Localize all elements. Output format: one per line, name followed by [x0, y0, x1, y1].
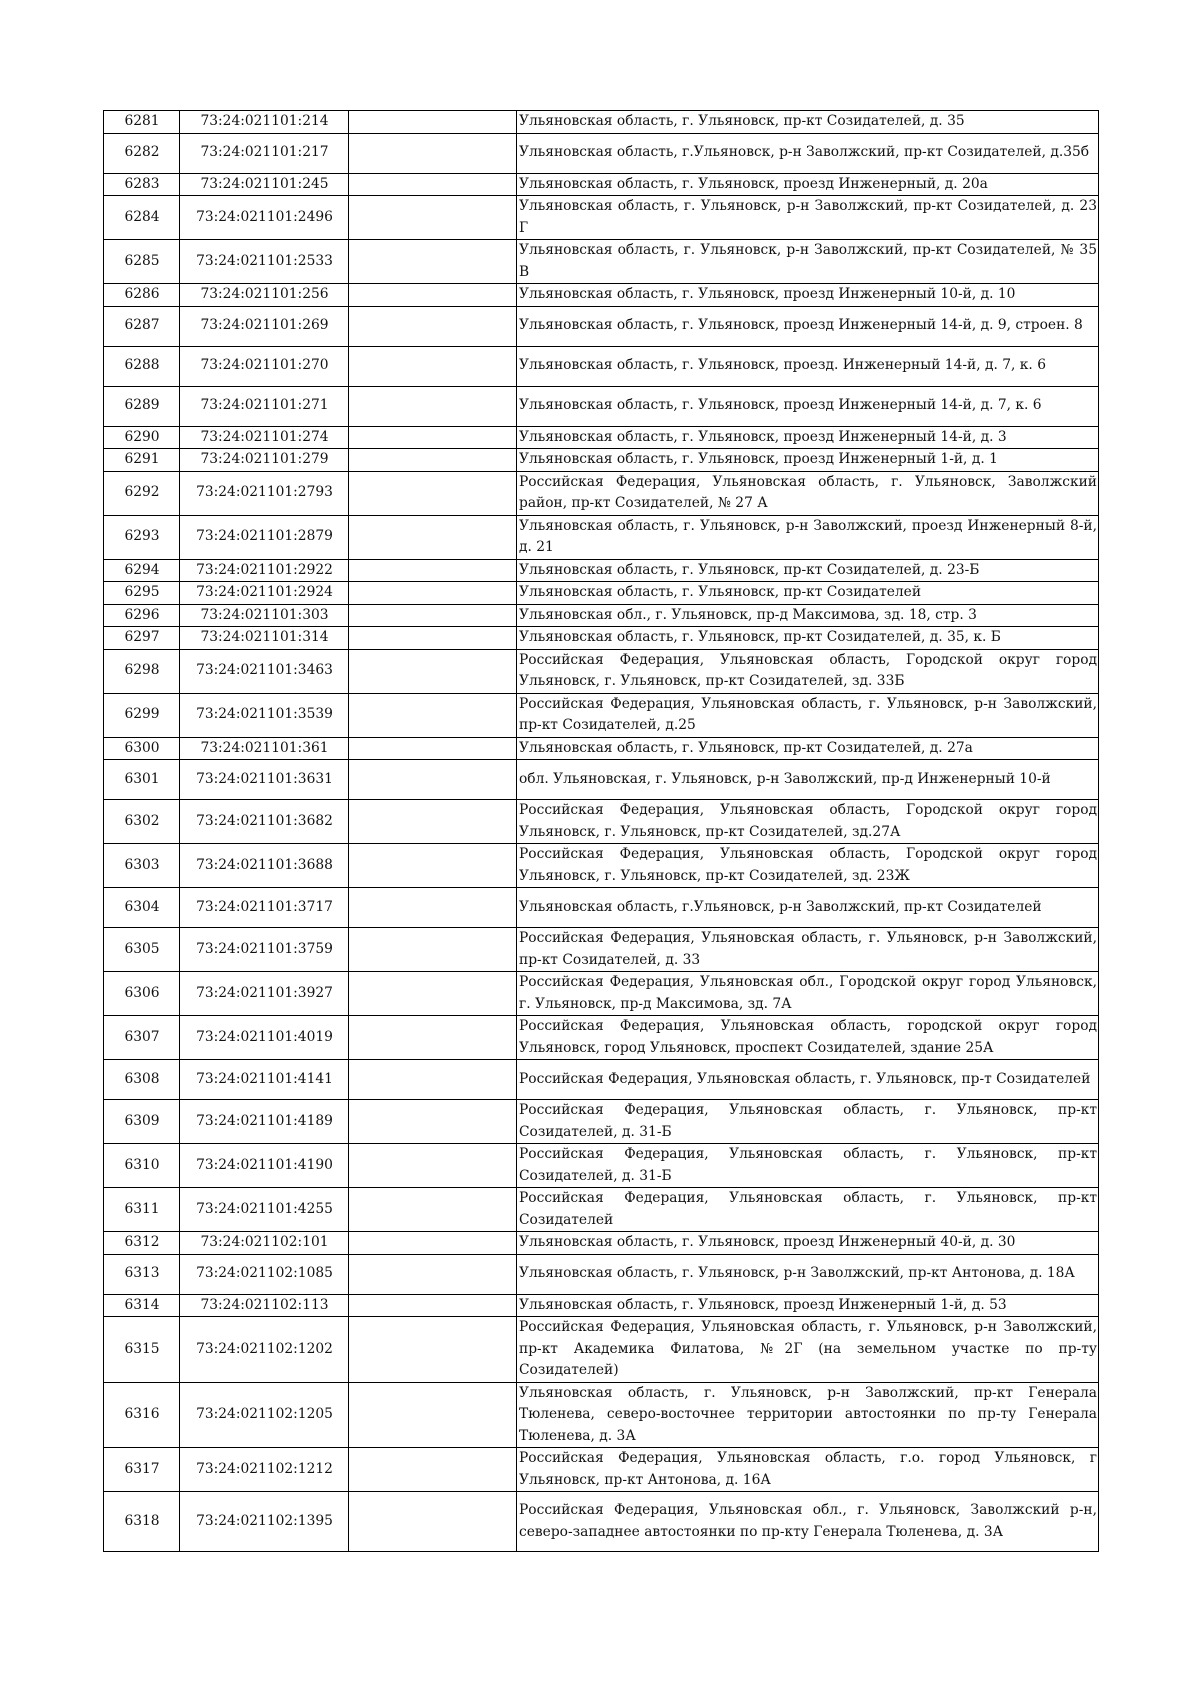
empty-cell [349, 1294, 517, 1317]
table-row [104, 515, 1099, 559]
table-row [104, 133, 1099, 173]
address: Российская Федерация, Ульяновская область, г. Ульяновск, пр-кт Созидателей [517, 1188, 1099, 1232]
row-number: 6285 [104, 240, 180, 284]
table-row [104, 737, 1099, 760]
row-number: 6311 [104, 1188, 180, 1232]
address: Российская Федерация, Ульяновская область, г.о. город Ульяновск, г Ульяновск, пр-кт Антонова, д. 16А [517, 1448, 1099, 1492]
empty-cell [349, 928, 517, 972]
table-row [104, 972, 1099, 1016]
address: Российская Федерация, Ульяновская область, г. Ульяновск, пр-кт Созидателей, д. 31-Б [517, 1144, 1099, 1188]
cadastral-number: 73:24:021101:3631 [180, 760, 349, 800]
table-row [104, 306, 1099, 346]
cadastral-number: 73:24:021101:2924 [180, 582, 349, 605]
cadastral-number: 73:24:021101:2922 [180, 559, 349, 582]
empty-cell [349, 693, 517, 737]
address: Ульяновская область, г.Ульяновск, р-н Заволжский, пр-кт Созидателей, д.35б [517, 133, 1099, 173]
cadastral-number: 73:24:021101:4019 [180, 1016, 349, 1060]
address: Российская Федерация, Ульяновская область, г. Ульяновск, р-н Заволжский, пр-кт Академика Филатова, №2Г (на земельном участке по пр-ту Созидателей) [517, 1317, 1099, 1383]
address: Ульяновская область, г. Ульяновск, проезд Инженерный, д. 20а [517, 173, 1099, 196]
table-row [104, 760, 1099, 800]
address: Ульяновская область, г. Ульяновск, пр-кт Созидателей, д. 35 [517, 111, 1099, 134]
empty-cell [349, 133, 517, 173]
empty-cell [349, 627, 517, 650]
row-number: 6305 [104, 928, 180, 972]
address: Российская Федерация, Ульяновская обл., Городской округ город Ульяновск, г. Ульяновск, пр-д Максимова, зд. 7А [517, 972, 1099, 1016]
table-row [104, 1294, 1099, 1317]
address: Ульяновская область, г. Ульяновск, р-н Заволжский, пр-кт Созидателей, д. 23 Г [517, 196, 1099, 240]
empty-cell [349, 471, 517, 515]
row-number: 6306 [104, 972, 180, 1016]
address: Российская Федерация, Ульяновская область, Городской округ город Ульяновск, г. Ульяновск, пр-кт Созидателей, зд. 33Б [517, 649, 1099, 693]
cadastral-number: 73:24:021101:269 [180, 306, 349, 346]
address: Ульяновская область, г. Ульяновск, р-н Заволжский, пр-кт Генерала Тюленева, северо-восточнее территории автостоянки по пр-ту Генерала Тюленева, д. 3А [517, 1382, 1099, 1448]
address: Ульяновская область, г. Ульяновск, проезд Инженерный 1-й, д. 53 [517, 1294, 1099, 1317]
cadastral-number: 73:24:021101:274 [180, 426, 349, 449]
table-row [104, 1382, 1099, 1448]
table-row [104, 844, 1099, 888]
address: Ульяновская область, г. Ульяновск, р-н Заволжский, пр-кт Созидателей, № 35 В [517, 240, 1099, 284]
empty-cell [349, 559, 517, 582]
empty-cell [349, 426, 517, 449]
cadastral-number: 73:24:021101:3682 [180, 800, 349, 844]
row-number: 6302 [104, 800, 180, 844]
table-row [104, 604, 1099, 627]
row-number: 6283 [104, 173, 180, 196]
cadastral-number: 73:24:021101:3759 [180, 928, 349, 972]
cadastral-number: 73:24:021102:1395 [180, 1492, 349, 1552]
empty-cell [349, 386, 517, 426]
address: Ульяновская область, г. Ульяновск, проезд Инженерный 1-й, д. 1 [517, 449, 1099, 472]
address: Ульяновская область, г.Ульяновск, р-н Заволжский, пр-кт Созидателей [517, 888, 1099, 928]
cadastral-number: 73:24:021102:1085 [180, 1254, 349, 1294]
row-number: 6287 [104, 306, 180, 346]
row-number: 6292 [104, 471, 180, 515]
cadastral-number: 73:24:021102:101 [180, 1232, 349, 1255]
row-number: 6294 [104, 559, 180, 582]
table-row [104, 928, 1099, 972]
row-number: 6314 [104, 1294, 180, 1317]
table-row [104, 1317, 1099, 1383]
empty-cell [349, 1317, 517, 1383]
address: Ульяновская область, г. Ульяновск, пр-кт Созидателей, д. 27а [517, 737, 1099, 760]
empty-cell [349, 649, 517, 693]
empty-cell [349, 800, 517, 844]
row-number: 6281 [104, 111, 180, 134]
address: Ульяновская область, г. Ульяновск, р-н Заволжский, проезд Инженерный 8-й, д. 21 [517, 515, 1099, 559]
address: Российская Федерация, Ульяновская область, г. Ульяновск, р-н Заволжский, пр-кт Созидателей, д. 33 [517, 928, 1099, 972]
address: Ульяновская область, г. Ульяновск, проезд Инженерный 10-й, д. 10 [517, 284, 1099, 307]
address: Российская Федерация, Ульяновская область, городской округ город Ульяновск, город Ульяновск, проспект Созидателей, здание 25А [517, 1016, 1099, 1060]
address: обл. Ульяновская, г. Ульяновск, р-н Заволжский, пр-д Инженерный 10-й [517, 760, 1099, 800]
row-number: 6303 [104, 844, 180, 888]
cadastral-number: 73:24:021101:3717 [180, 888, 349, 928]
table-row [104, 386, 1099, 426]
empty-cell [349, 196, 517, 240]
empty-cell [349, 306, 517, 346]
empty-cell [349, 1448, 517, 1492]
table-row [104, 693, 1099, 737]
cadastral-number: 73:24:021101:303 [180, 604, 349, 627]
cadastral-number: 73:24:021101:217 [180, 133, 349, 173]
cadastral-number: 73:24:021101:271 [180, 386, 349, 426]
row-number: 6309 [104, 1100, 180, 1144]
empty-cell [349, 1144, 517, 1188]
table-row [104, 346, 1099, 386]
cadastral-number: 73:24:021101:270 [180, 346, 349, 386]
address: Российская Федерация, Ульяновская область, г. Ульяновск, р-н Заволжский, пр-кт Созидателей, д.25 [517, 693, 1099, 737]
address: Российская Федерация, Ульяновская область, г. Ульяновск, пр-кт Созидателей, д. 31-Б [517, 1100, 1099, 1144]
row-number: 6286 [104, 284, 180, 307]
row-number: 6295 [104, 582, 180, 605]
row-number: 6299 [104, 693, 180, 737]
table-row [104, 471, 1099, 515]
row-number: 6310 [104, 1144, 180, 1188]
address: Российская Федерация, Ульяновская обл., г. Ульяновск, Заволжский р-н, северо-западнее автостоянки по пр-кту Генерала Тюленева, д. 3А [517, 1492, 1099, 1552]
cadastral-number: 73:24:021101:314 [180, 627, 349, 650]
row-number: 6297 [104, 627, 180, 650]
cadastral-number: 73:24:021102:1202 [180, 1317, 349, 1383]
cadastral-number: 73:24:021101:4255 [180, 1188, 349, 1232]
table-row [104, 627, 1099, 650]
address: Ульяновская область, г. Ульяновск, проезд Инженерный 14-й, д. 9, строен. 8 [517, 306, 1099, 346]
cadastral-number: 73:24:021101:3927 [180, 972, 349, 1016]
empty-cell [349, 1100, 517, 1144]
address: Ульяновская область, г. Ульяновск, пр-кт Созидателей, д. 35, к. Б [517, 627, 1099, 650]
empty-cell [349, 737, 517, 760]
cadastral-number: 73:24:021101:3463 [180, 649, 349, 693]
table-row [104, 240, 1099, 284]
empty-cell [349, 888, 517, 928]
row-number: 6291 [104, 449, 180, 472]
row-number: 6293 [104, 515, 180, 559]
address: Ульяновская область, г. Ульяновск, проезд. Инженерный 14-й, д. 7, к. 6 [517, 346, 1099, 386]
registry-table-body [104, 111, 1099, 1552]
row-number: 6289 [104, 386, 180, 426]
table-row [104, 559, 1099, 582]
row-number: 6307 [104, 1016, 180, 1060]
address: Ульяновская обл., г. Ульяновск, пр-д Максимова, зд. 18, стр. 3 [517, 604, 1099, 627]
empty-cell [349, 1382, 517, 1448]
cadastral-number: 73:24:021101:4141 [180, 1060, 349, 1100]
table-row [104, 1100, 1099, 1144]
row-number: 6296 [104, 604, 180, 627]
empty-cell [349, 972, 517, 1016]
row-number: 6308 [104, 1060, 180, 1100]
row-number: 6304 [104, 888, 180, 928]
empty-cell [349, 1188, 517, 1232]
empty-cell [349, 1492, 517, 1552]
empty-cell [349, 1060, 517, 1100]
table-row [104, 1232, 1099, 1255]
empty-cell [349, 449, 517, 472]
empty-cell [349, 515, 517, 559]
table-row [104, 582, 1099, 605]
cadastral-number: 73:24:021101:256 [180, 284, 349, 307]
table-row [104, 1144, 1099, 1188]
cadastral-number: 73:24:021101:3539 [180, 693, 349, 737]
table-row [104, 426, 1099, 449]
address: Ульяновская область, г. Ульяновск, пр-кт Созидателей, д. 23-Б [517, 559, 1099, 582]
empty-cell [349, 1232, 517, 1255]
address: Российская Федерация, Ульяновская область, г. Ульяновск, Заволжский район, пр-кт Созидателей, № 27 А [517, 471, 1099, 515]
empty-cell [349, 240, 517, 284]
empty-cell [349, 1016, 517, 1060]
row-number: 6301 [104, 760, 180, 800]
empty-cell [349, 582, 517, 605]
table-row [104, 173, 1099, 196]
empty-cell [349, 346, 517, 386]
address: Российская Федерация, Ульяновская область, г. Ульяновск, пр-т Созидателей [517, 1060, 1099, 1100]
cadastral-number: 73:24:021101:2879 [180, 515, 349, 559]
row-number: 6318 [104, 1492, 180, 1552]
cadastral-number: 73:24:021102:1212 [180, 1448, 349, 1492]
row-number: 6298 [104, 649, 180, 693]
cadastral-number: 73:24:021101:3688 [180, 844, 349, 888]
row-number: 6288 [104, 346, 180, 386]
table-row [104, 449, 1099, 472]
table-row [104, 800, 1099, 844]
table-row [104, 1448, 1099, 1492]
empty-cell [349, 604, 517, 627]
registry-table [103, 110, 1099, 1552]
cadastral-number: 73:24:021102:113 [180, 1294, 349, 1317]
cadastral-number: 73:24:021101:2496 [180, 196, 349, 240]
empty-cell [349, 844, 517, 888]
row-number: 6290 [104, 426, 180, 449]
empty-cell [349, 1254, 517, 1294]
row-number: 6284 [104, 196, 180, 240]
address: Ульяновская область, г. Ульяновск, проезд Инженерный 40-й, д. 30 [517, 1232, 1099, 1255]
row-number: 6317 [104, 1448, 180, 1492]
cadastral-number: 73:24:021102:1205 [180, 1382, 349, 1448]
address: Ульяновская область, г. Ульяновск, пр-кт Созидателей [517, 582, 1099, 605]
empty-cell [349, 760, 517, 800]
row-number: 6313 [104, 1254, 180, 1294]
row-number: 6312 [104, 1232, 180, 1255]
row-number: 6315 [104, 1317, 180, 1383]
row-number: 6282 [104, 133, 180, 173]
address: Ульяновская область, г. Ульяновск, проезд Инженерный 14-й, д. 7, к. 6 [517, 386, 1099, 426]
table-row [104, 196, 1099, 240]
table-row [104, 284, 1099, 307]
cadastral-number: 73:24:021101:2793 [180, 471, 349, 515]
address: Ульяновская область, г. Ульяновск, р-н Заволжский, пр-кт Антонова, д. 18А [517, 1254, 1099, 1294]
table-row [104, 1492, 1099, 1552]
table-row [104, 1188, 1099, 1232]
cadastral-number: 73:24:021101:245 [180, 173, 349, 196]
table-row [104, 649, 1099, 693]
empty-cell [349, 284, 517, 307]
table-row [104, 1060, 1099, 1100]
table-row [104, 888, 1099, 928]
empty-cell [349, 111, 517, 134]
cadastral-number: 73:24:021101:2533 [180, 240, 349, 284]
row-number: 6300 [104, 737, 180, 760]
cadastral-number: 73:24:021101:361 [180, 737, 349, 760]
cadastral-number: 73:24:021101:4190 [180, 1144, 349, 1188]
address: Российская Федерация, Ульяновская область, Городской округ город Ульяновск, г. Ульяновск, пр-кт Созидателей, зд. 23Ж [517, 844, 1099, 888]
table-row [104, 111, 1099, 134]
address: Ульяновская область, г. Ульяновск, проезд Инженерный 14-й, д. 3 [517, 426, 1099, 449]
cadastral-number: 73:24:021101:279 [180, 449, 349, 472]
row-number: 6316 [104, 1382, 180, 1448]
cadastral-number: 73:24:021101:4189 [180, 1100, 349, 1144]
cadastral-number: 73:24:021101:214 [180, 111, 349, 134]
empty-cell [349, 173, 517, 196]
table-row [104, 1016, 1099, 1060]
address: Российская Федерация, Ульяновская область, Городской округ город Ульяновск, г. Ульяновск, пр-кт Созидателей, зд.27А [517, 800, 1099, 844]
table-row [104, 1254, 1099, 1294]
